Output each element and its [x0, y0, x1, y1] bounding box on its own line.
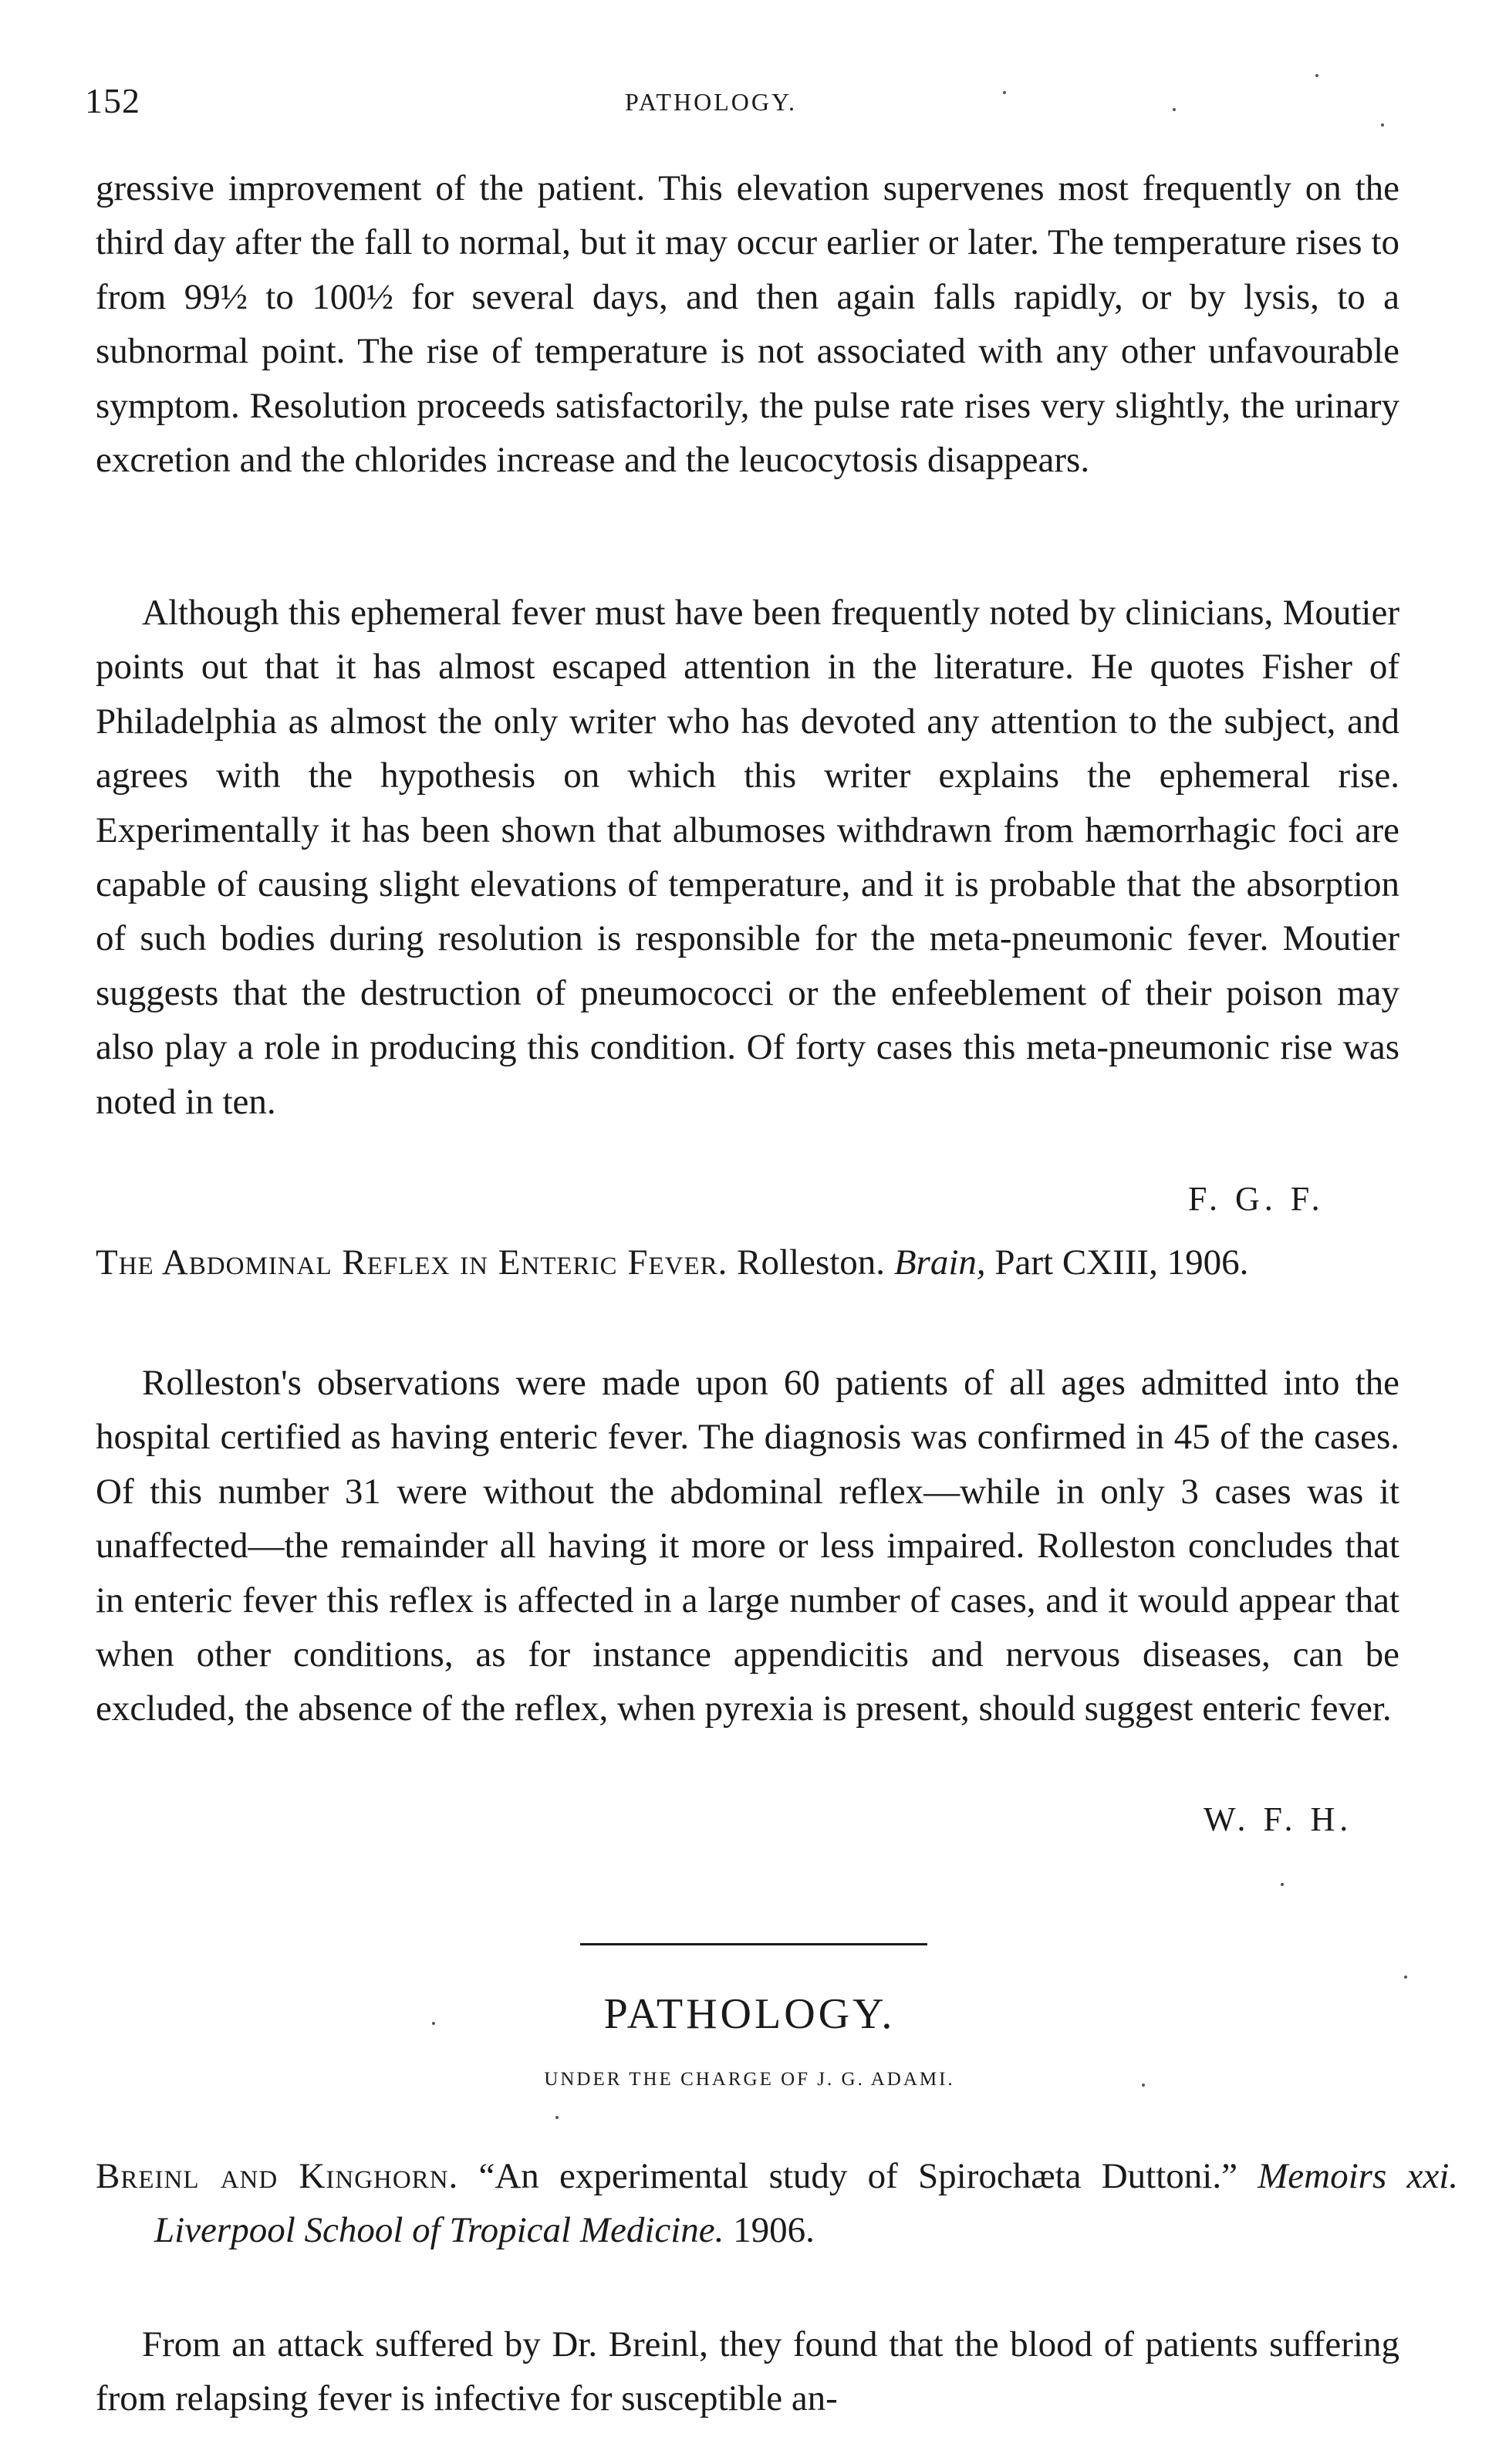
section-subheading: UNDER THE CHARGE OF J. G. ADAMI.	[544, 2069, 955, 2090]
scan-speck	[1281, 1883, 1284, 1886]
scan-speck	[1142, 2084, 1145, 2087]
running-head	[85, 80, 1396, 127]
scan-speck	[1381, 123, 1384, 127]
scan-speck	[1173, 108, 1176, 111]
signature-fgf: F. G. F.	[1188, 1180, 1325, 1218]
citation-authors: Breinl and Kinghorn.	[96, 2156, 459, 2196]
citation-source: Memoirs xxi. Liverpool School of Tropical Medicine.	[154, 2156, 1458, 2251]
journal-name: Brain,	[893, 1242, 986, 1283]
scan-speck	[432, 2022, 435, 2025]
citation-year: 1906.	[733, 2210, 815, 2251]
citation-abdominal-reflex	[96, 1235, 1458, 1289]
citation-spirochaeta	[96, 2149, 1458, 2258]
article-title: The Abdominal Reflex in Enteric Fever.	[96, 1242, 728, 1283]
section-heading: PATHOLOGY.	[603, 1990, 896, 2038]
article-author: Rolleston.	[737, 1242, 886, 1283]
scan-speck	[555, 2116, 559, 2119]
section-divider	[580, 1943, 927, 1945]
page-number: 152	[85, 81, 140, 120]
running-title: PATHOLOGY.	[625, 88, 797, 116]
paragraph-continuation: gressive improvement of the patient. This elevation supervenes most frequently on the third day after the fall to normal, but it may occur earlier or later. The temperature rises to from 99½ to 100½ for several days, and then again falls rapidly, or by lysis, to a subnormal point. The rise of temperature is not associated with any other unfavourable symptom. Resolution proceeds satisfactorily, the pulse rate rises very slightly, the urinary excretion and the chlorides increase and the leucocytosis disappears.	[96, 168, 1399, 481]
paragraph-moutier: Although this ephemeral fever must have been frequently noted by clinicians, Moutier points out that it has almost escaped attention in the literature. He quotes Fisher of Philadelphia as almost the only writer who has devoted any attention to the subject, and agrees with the hypothesis on which this writer explains the ephemeral rise. Experimentally it has been shown that albumoses withdrawn from hæmorrhagic foci are capable of causing slight elevations of temperature, and it is probable that the absorption of such bodies during resolution is responsible for the meta-pneumonic fever. Moutier suggests that the destruction of pneumococci or the enfeeblement of their poison may also play a role in producing this condition. Of forty cases this meta-pneumonic rise was noted in ten.	[96, 593, 1399, 1122]
scan-speck	[1404, 1976, 1407, 1979]
signature-wfh: W. F. H.	[1204, 1800, 1353, 1838]
scan-speck	[1315, 74, 1318, 77]
scan-speck	[1003, 91, 1006, 94]
paragraph-rolleston: Rolleston's observations were made upon 60 patients of all ages admitted into the hospital certified as having enteric fever. The diagnosis was confirmed in 45 of the cases. Of this number 31 were without the abdominal reflex—while in only 3 cases was it unaffected—the remainder all having it more or less impaired. Rolleston concludes that in enteric fever this reflex is affected in a large number of cases, and it would appear that when other conditions, as for instance appendicitis and nervous diseases, can be excluded, the absence of the reflex, when pyrexia is present, should suggest enteric fever.	[96, 1363, 1399, 1729]
paragraph-breinl: From an attack suffered by Dr. Breinl, they found that the blood of patients suffering from relapsing fever is infective for susceptible an-	[96, 2324, 1399, 2419]
citation-title: “An experimental study of Spirochæta Duttoni.”	[478, 2156, 1237, 2196]
citation-details: Part CXIII, 1906.	[994, 1242, 1249, 1283]
